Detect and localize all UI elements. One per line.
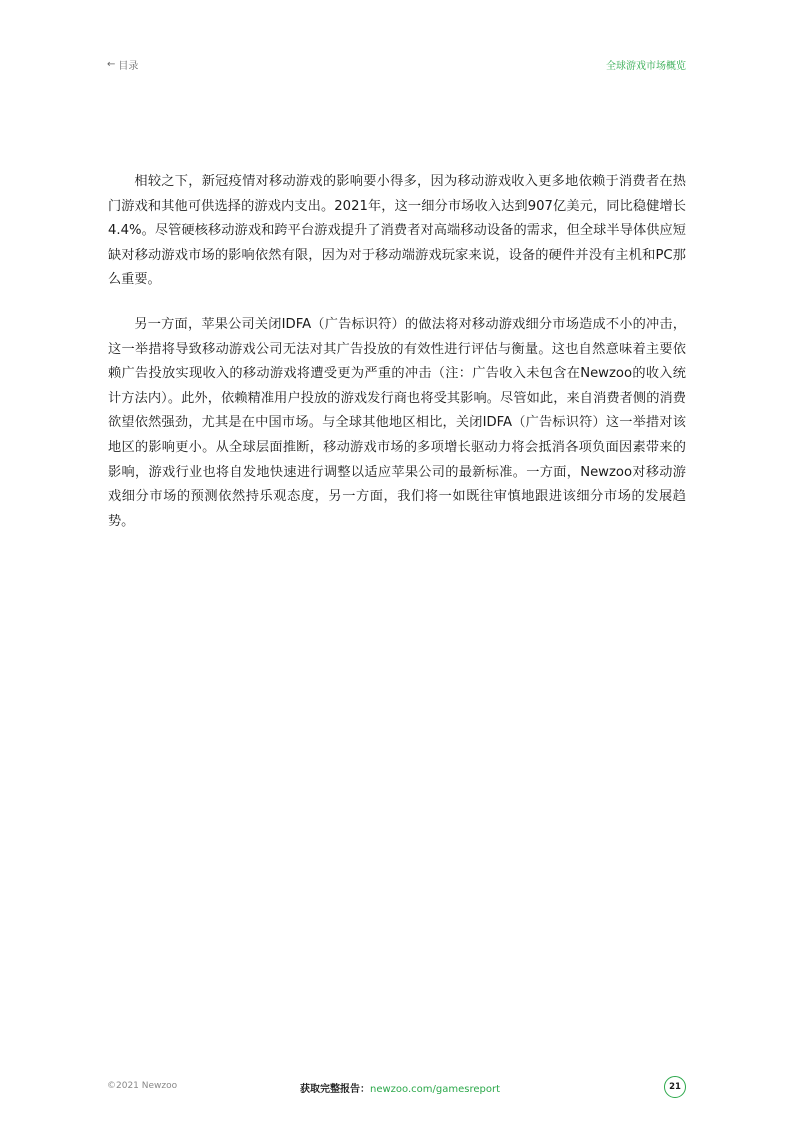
paragraph-2: 另一方面，苹果公司关闭IDFA（广告标识符）的做法将对移动游戏细分市场造成不小的冲击，这一举措将导致移动游戏公司无法对其广告投放的有效性进行评估与衡量。这也自然意味着主要依赖广告投放实现收入的移动游戏将遭受更为严重的冲击（注：广告收入未包含在Newzoo的收入统计方法内）。此外，依赖精准用户投放的游戏发行商也将受其影响。尽管如此，来自消费者侧的消费欲望依然强劲，尤其是在中国市场。与全球其他地区相比，关闭IDFA（广告标识符）这一举措对该地区的影响更小。从全球层面推断，移动游戏市场的多项增长驱动力将会抵消各项负面因素带来的影响，游戏行业也将自发地快速进行调整以适应苹果公司的最新标准。一方面，Newzoo对移动游戏细分市场的预测依然持乐观态度，另一方面，我们将一如既往审慎地跟进该细分市场的发展趋势。 xyxy=(108,316,686,529)
toc-link[interactable] xyxy=(107,57,138,72)
page-number: 21 xyxy=(664,1076,686,1098)
back-arrow-icon: ← xyxy=(107,59,116,70)
copyright: ©2021 Newzoo xyxy=(107,1081,178,1091)
toc-label: 目录 xyxy=(118,61,139,72)
report-cta xyxy=(300,1080,500,1095)
article-body xyxy=(108,170,686,554)
report-label: 获取完整报告： xyxy=(300,1084,370,1095)
section-title: 全球游戏市场概览 xyxy=(606,61,686,72)
report-link[interactable]: newzoo.com/gamesreport xyxy=(370,1084,501,1095)
paragraph-1: 相较之下，新冠疫情对移动游戏的影响要小得多，因为移动游戏收入更多地依赖于消费者在热门游戏和其他可供选择的游戏内支出。2021年，这一细分市场收入达到907亿美元，同比稳健增长4.4%。尽管硬核移动游戏和跨平台游戏提升了消费者对高端移动设备的需求，但全球半导体供应短缺对移动游戏市场的影响依然有限，因为对于移动端游戏玩家来说，设备的硬件并没有主机和PC那么重要。 xyxy=(108,174,686,288)
